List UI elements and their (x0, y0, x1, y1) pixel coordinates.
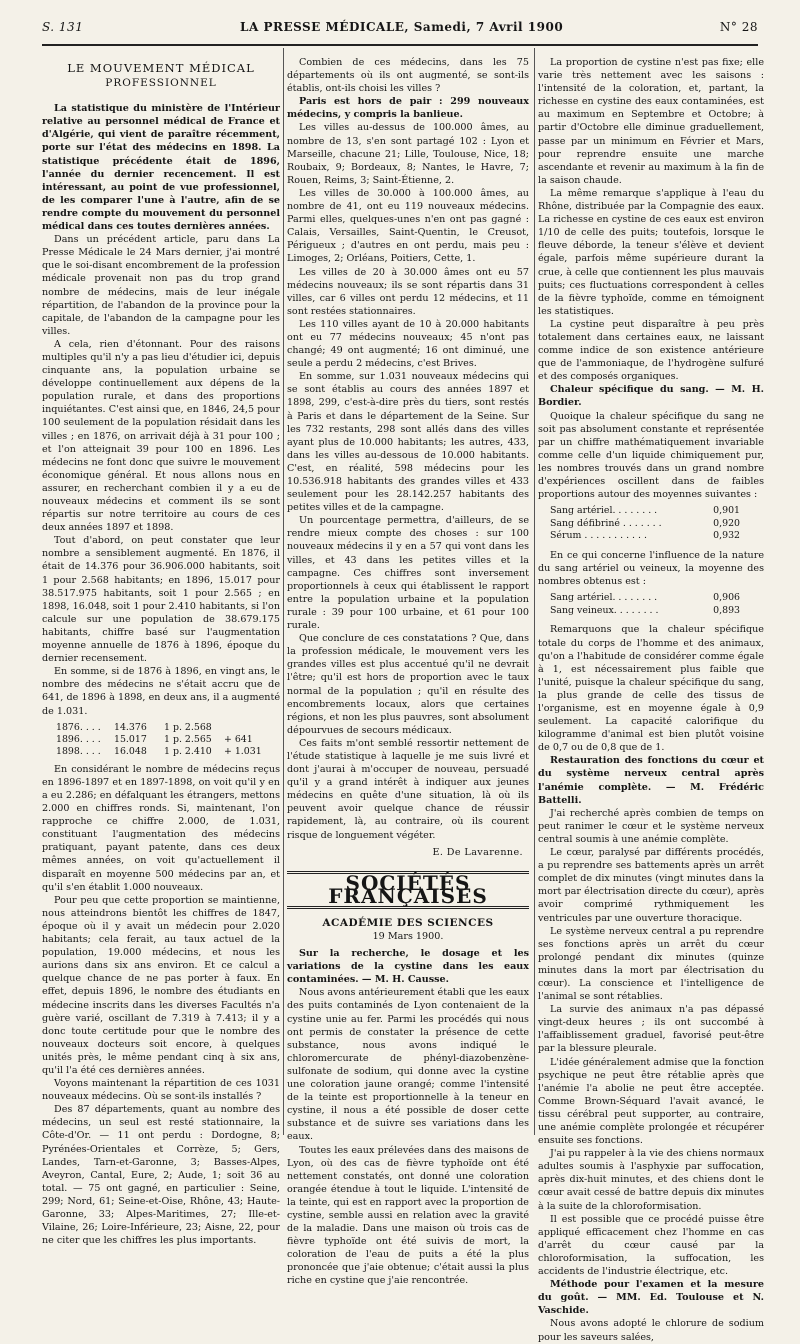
column-1 (42, 56, 280, 1247)
paragraph: Pour peu que cette proportion se maintienne, nous atteindrons bientôt les chiffres de 1847, époque où il y avait un médecin pour 2.020 habitants; cela ferait, au taux actuel de la population, 19.000 médecins, et nous les aurions dans six ans environ. Et ce calcul a quelque chance de ne pas porter à faux. En effet, depuis 1896, le nombre des étudiants en médecine inscrits dans les diverses Facultés n'a guère varié, oscillant de 7.319 à 7.413; il y a donc toute certitude pour que le nombre des nouveaux docteurs soit encore, à quelques unités près, le même pendant cinq à six ans, qu'il l'a été ces dernières années. (42, 894, 280, 1076)
table-cell: 0,920 (713, 517, 740, 529)
report-title: Restauration des fonctions du cœur et du système nerveux central après l'anémie complète. — M. Frédéric Battelli. (538, 755, 764, 806)
paragraph: Un pourcentage permettra, d'ailleurs, de se rendre mieux compte des choses : sur 100 nouveaux médecins il y en a 57 qui vont dans les villes, et 43 dans les petites villes et la campagne. Ces chiffres sont inversement proportionnels à ceux qui établissent le rapport entre la population urbaine et la population rurale : 39 pour 100 urbaine, et 61 pour 100 rurale. (287, 515, 529, 632)
table-row (550, 505, 740, 518)
page-header (42, 20, 758, 42)
column-2 (287, 56, 529, 1287)
paragraph: Quoique la chaleur spécifique du sang ne soit pas absolument constante et représentée par un chiffre mathématiquement invariable comme celle d'un liquide chimiquement pur, les nombres trouvés dans un grand nombre d'expériences oscillent dans de faibles proportions autour des moyennes suivantes : (538, 410, 764, 501)
column-3 (538, 56, 764, 1343)
paragraph: Remarquons que la chaleur spécifique totale du corps de l'homme et des animaux, qu'on a l'habitude de considérer comme égale à 1, est nécessairement plus faible que l'unité, puisque la chaleur spécifique du sang, la plus grande de celle des tissus de l'organisme, est en moyenne égale à 0,9 seulement. La capacité calorifique du kilogramme d'animal est bien plutôt voisine de 0,7 ou de 0,8 que de 1. (538, 624, 764, 754)
table-row (550, 518, 740, 531)
table-row (550, 592, 740, 605)
paragraph: En somme, si de 1876 à 1896, en vingt ans, le nombre des médecins ne s'était accru que de 641, de 1896 à 1898, en deux ans, il a augmenté de 1.031. (42, 666, 280, 717)
table-row (56, 734, 280, 746)
table-cell: 0,893 (713, 604, 740, 616)
session-date: 19 Mars 1900. (372, 931, 444, 942)
table-cell: 15.017 (114, 734, 147, 745)
paragraph: Les 110 villes ayant de 10 à 20.000 habitants ont eu 77 médecins nouveaux; 45 n'ont pas changé; 49 ont augmenté; 16 ont diminué, une seule a perdu 2 médecins, c'est Brives. (287, 318, 529, 370)
paragraph: Que conclure de ces constatations ? Que, dans la profession médicale, le mouvement vers les grandes villes est plus accentué qu'il ne devrait l'être; qu'il est hors de proportion avec le taux normal de la population ; qu'il en résulte des encombrements locaux, alors que certaines régions, et non les plus pauvres, sont absolument dépourvues de secours médicaux. (287, 633, 529, 736)
paragraph: Il est possible que ce procédé puisse être appliqué efficacement chez l'homme en cas d'arrêt du cœur causé par la chloroformisation, la suffocation, les accidents de l'industrie électrique, etc. (538, 1213, 764, 1278)
table-cell: Sang veineux. . . . . . . . (550, 604, 659, 616)
table-row (56, 722, 280, 734)
paragraph: Les villes de 20 à 30.000 âmes ont eu 57 médecins nouveaux; ils se sont répartis dans 31 villes, car 6 villes ont perdu 12 médecins, et 11 sont restées stationnaires. (287, 266, 529, 317)
paragraph: J'ai pu rappeler à la vie des chiens normaux adultes soumis à l'asphyxie par suffocation, après dix-huit minutes, et des chiens dont le cœur avait cessé de battre depuis dix minutes à la suite de la chloroformisation. (538, 1148, 764, 1212)
table-cell: Sérum . . . . . . . . . . . (550, 530, 647, 542)
table-cell: + 1.031 (224, 746, 262, 758)
table-cell: 1896. . . . (56, 734, 101, 745)
paragraph: Nous avons adopté le chlorure de sodium pour les saveurs salées, (538, 1318, 764, 1343)
report-title: Sur la recherche, le dosage et les variations de la cystine dans les eaux contaminées. — M. H. Causse. (287, 948, 529, 986)
article-subtitle: PROFESSIONNEL (105, 77, 217, 90)
table-cell: 1 p. 2.565 (164, 734, 212, 745)
table-cell: Sang artériel. . . . . . . . (550, 592, 658, 604)
table-row (550, 530, 740, 543)
paragraph: Nous avons antérieurement établi que les eaux des puits contaminés de Lyon contenaient de la cystine unie au fer. Parmi les procédés qui nous ont permis de constater la présence de cette substance, nous avons indiqué le chloromercurate de phényl-diazobenzène-sulfonate de sodium, qui donne avec la cystine une coloration jaune orangé; comme l'intensité de la teinte est proportionnelle à la teneur en cystine, il nous a été possible de doser cette substance et de suivre ses variations dans les eaux. (287, 987, 529, 1143)
paragraph: Des 87 départements, quant au nombre des médecins, un seul est resté stationnaire, la Côte-d'Or. — 11 ont perdu : Dordogne, 8; Pyrénées-Orientales et Corrèze, 5; Gers, Landes, Tarn-et-Garonne, 3; Basses-Alpes, Aveyron, Cantal, Eure, 2; Aude, 1; soit 36 au total. — 75 ont gagné, en particulier : Seine, 299; Nord, 61; Seine-et-Oise, Rhône, 43; Haute-Garonne, 33; Alpes-Maritimes, 27; Ille-et-Vilaine, 26; Loire-Inférieure, 23; Aisne, 22, pour ne citer que les chiffres les plus importants. (42, 1104, 280, 1247)
table-row (550, 605, 740, 618)
supplement-number: S. 131 (42, 20, 84, 34)
paragraph: L'idée généralement admise que la fonction psychique ne peut être rétablie après que l'anémie l'a abolie ne peut être acceptée. Comme Brown-Séquard l'avait avancé, le tissu cérébral peut supporter, au contraire, une anémie complète prolongée et récupérer ensuite ses fonctions. (538, 1056, 764, 1147)
section-banner: SOCIÉTÉS FRANÇAISES (287, 871, 529, 909)
blood-type-table (550, 592, 764, 617)
doctor-count-table (56, 722, 280, 759)
report-title: Méthode pour l'examen et la mesure du goût. — MM. Ed. Toulouse et N. Vaschide. (538, 1279, 764, 1317)
paragraph: Les villes au-dessus de 100.000 âmes, au nombre de 13, s'en sont partagé 102 : Lyon et Marseille, chacune 21; Lille, Toulouse, Nice, 18; Roubaix, 9; Bordeaux, 8; Nantes, le Havre, 7; Rouen, Reims, 3; Saint-Étienne, 2. (287, 122, 529, 186)
issue-number: N° 28 (719, 20, 758, 34)
table-cell: 14.376 (114, 721, 147, 733)
table-cell: Sang artériel. . . . . . . . (550, 505, 658, 517)
paragraph: Tout d'abord, on peut constater que leur nombre a sensiblement augmenté. En 1876, il était de 14.376 pour 36.906.000 habitants, soit 1 pour 2.568 habitants; en 1896, 15.017 pour 38.517.975 habitants, soit 1 pour 2.565 ; en 1898, 16.048, soit 1 pour 2.410 habitants, si l'on calcule sur une population de 38.679.175 habitants, chiffre basé sur l'augmentation moyenne annuelle de 1876 à 1896, époque du dernier recensement. (42, 535, 280, 665)
table-cell: 1 p. 2.410 (164, 746, 212, 758)
paragraph: Dans un précédent article, paru dans La Presse Médicale le 24 Mars dernier, j'ai montré que le soi-disant encombrement de la profession médicale provenait non pas du trop grand nombre de médecins, mais de leur inégale répartition, de l'abandon de la province pour la capitale, de l'abandon de la campagne pour les villes. (42, 234, 280, 337)
paragraph: Voyons maintenant la répartition de ces 1031 nouveaux médecins. Où se sont-ils installés ? (42, 1078, 280, 1103)
paragraph: La même remarque s'applique à l'eau du Rhône, distribuée par la Compagnie des eaux. La richesse en cystine de ces eaux est environ 1/10 de celle des puits; toutefois, lorsque le fleuve déborde, la teneur s'élève et devient égale, parfois même supérieure durant la crue, à celle que contiennent les plus mauvais puits; ces fluctuations correspondent à celles de la fièvre typhoïde, comme en témoignent les statistiques. (538, 187, 764, 317)
paragraph: Les villes de 30.000 à 100.000 âmes, au nombre de 41, ont eu 119 nouveaux médecins. Parmi elles, quelques-unes n'en ont pas gagné : Calais, Versailles, Saint-Quentin, le Creusot, Périgueux ; d'autres en ont perdu, mais peu : Limoges, 2; Orléans, Poitiers, Cette, 1. (287, 187, 529, 265)
journal-title: LA PRESSE MÉDICALE, Samedi, 7 Avril 1900 (240, 20, 564, 34)
academy-heading: ACADÉMIE DES SCIENCES (322, 916, 494, 929)
specific-heat-table (550, 505, 764, 543)
column-divider (283, 48, 284, 1135)
paragraph: A cela, rien d'étonnant. Pour des raisons multiples qu'il n'y a pas lieu d'étudier ici, depuis cinquante ans, la population urbaine se développe continuellement aux dépens de la population rurale, et dans des proportions inquiétantes. C'est ainsi que, en 1846, 24,5 pour 100 seulement de la population résidait dans les villes ; en 1876, on arrivait déjà à 31 pour 100 ; et l'on atteignait 39 pour 100 en 1896. Les médecins ne font donc que suivre le mouvement économique général. Et nous allons nous en assurer, en recherchant combien il y a eu de nouveaux médecins et comment ils se sont répartis sur notre territoire au cours de ces deux années 1897 et 1898. (42, 338, 280, 534)
header-rule (42, 44, 758, 46)
article-intro: La statistique du ministère de l'Intérieur relative au personnel médical de France et d'Algérie, qui vient de paraître récemment, porte sur l'état des médecins en 1898. La statistique précédente était de 1896, l'année du dernier recencement. Il est intéressant, au point de vue professionnel, de les comparer l'une à l'autre, afin de se rendre compte du mouvement du personnel médical dans ces toutes dernières années. (42, 103, 280, 233)
paragraph: La proportion de cystine n'est pas fixe; elle varie très nettement avec les saisons : l'intensité de la coloration, et, partant, la richesse en cystine des eaux contaminées, est au maximum en Septembre et Octobre; à partir d'Octobre elle diminue graduellement, passe par un minimum en Février et Mars, pour reprendre ensuite une marche ascendante et revenir au maximum à la fin de la saison chaude. (538, 57, 764, 186)
paragraph: En ce qui concerne l'influence de la nature du sang artériel ou veineux, la moyenne des nombres obtenus est : (538, 549, 764, 588)
paragraph: J'ai recherché après combien de temps on peut ranimer le cœur et le système nerveux central soumis à une anémie complète. (538, 807, 764, 845)
table-cell: + 641 (224, 734, 253, 745)
table-cell: Sang défibriné . . . . . . . (550, 517, 662, 529)
table-cell: 16.048 (114, 746, 147, 758)
table-cell: 1898. . . . (56, 746, 101, 758)
table-cell: 1876. . . . (56, 721, 101, 733)
article-title: LE MOUVEMENT MÉDICAL (67, 61, 255, 75)
paragraph: Toutes les eaux prélevées dans des maisons de Lyon, où des cas de fièvre typhoïde ont été nettement constatés, ont donné une coloration orangée étendue à tout le liquide. L'intensité de la teinte, qui est en rapport avec la proportion de cystine, semble aussi en relation avec la gravité de la maladie. Dans une maison où trois cas de fièvre typhoïde ont été suivis de mort, la coloration de l'eau de puits a été la plus prononcée que j'aie obtenue; c'était aussi la plus riche en cystine que j'aie rencontrée. (287, 1144, 529, 1287)
report-title: Chaleur spécifique du sang. — M. H. Bordier. (538, 384, 764, 409)
author-signature: E. De Lavarenne. (432, 846, 523, 858)
table-cell: 0,932 (713, 530, 740, 542)
paragraph: En considérant le nombre de médecins reçus en 1896-1897 et en 1897-1898, on voit qu'il y en a eu 2.286; en défalquant les étrangers, mettons 2.000 en chiffres ronds. Si, maintenant, l'on rapproche ce chiffre 2.000, de 1.031, constituant l'augmentation des médecins pratiquant, payant patente, dans ces deux mêmes années, on voit qu'actuellement il disparaît en moyenne 500 médecins par an, et qu'il s'en établit 1.000 nouveaux. (42, 763, 280, 893)
paragraph: La cystine peut disparaître à peu près totalement dans certaines eaux, ne laissant comme indice de son existence antérieure que de l'ammoniaque, de l'hydrogène sulfuré et des composés organiques. (538, 318, 764, 383)
table-cell: 0,901 (713, 505, 740, 517)
table-cell: 1 p. 2.568 (164, 721, 212, 733)
paragraph: Ces faits m'ont semblé ressortir nettement de l'étude statistique à laquelle je me suis livré et dont j'aurai à m'occuper de nouveau, persuadé qu'il y a grand intérêt à indiquer aux jeunes médecins en quête d'une situation, là où ils peuvent avoir quelque chance de réussir rapidement, là, au contraire, où ils courent risque de longuement végéter. (287, 737, 529, 841)
paragraph: Combien de ces médecins, dans les 75 départements où ils ont augmenté, se sont-ils établis, ont-ils choisi les villes ? (287, 57, 529, 95)
paragraph: En somme, sur 1.031 nouveaux médecins qui se sont établis au cours des années 1897 et 1898, 299, c'est-à-dire près du tiers, sont restés à Paris et dans le département de la Seine. Sur les 732 restants, 298 sont allés dans des villes ayant plus de 10.000 habitants; les autres, 433, dans les villes au-dessous de 10.000 habitants. C'est, en réalité, 598 médecins pour les 10.536.918 habitants des grandes villes et 433 seulement pour les 28.142.257 habitants des petites villes et de la campagne. (287, 371, 529, 514)
paragraph: La survie des animaux n'a pas dépassé vingt-deux heures ; ils ont succombé à l'affaiblissement graduel, favorisé peut-être par la blessure pleurale. (538, 1004, 764, 1055)
paragraph: Paris est hors de pair : 299 nouveaux médecins, y compris la banlieue. (287, 96, 529, 121)
table-cell: 0,906 (713, 592, 740, 604)
paragraph: Le système nerveux central a pu reprendre ses fonctions après un arrêt du cœur prolongé pendant dix minutes (quinze minutes dans la mort par électrisation du cœur). La conscience et l'intelligence de l'animal se sont rétablies. (538, 925, 764, 1003)
paragraph: Le cœur, paralysé par différents procédés, a pu reprendre ses battements après un arrêt complet de dix minutes (vingt minutes dans la mort par électrisation directe du cœur), après avoir comprimé rythmiquement les ventricules par une ouverture thoracique. (538, 847, 764, 924)
column-divider (534, 48, 535, 1135)
table-row (56, 746, 280, 758)
